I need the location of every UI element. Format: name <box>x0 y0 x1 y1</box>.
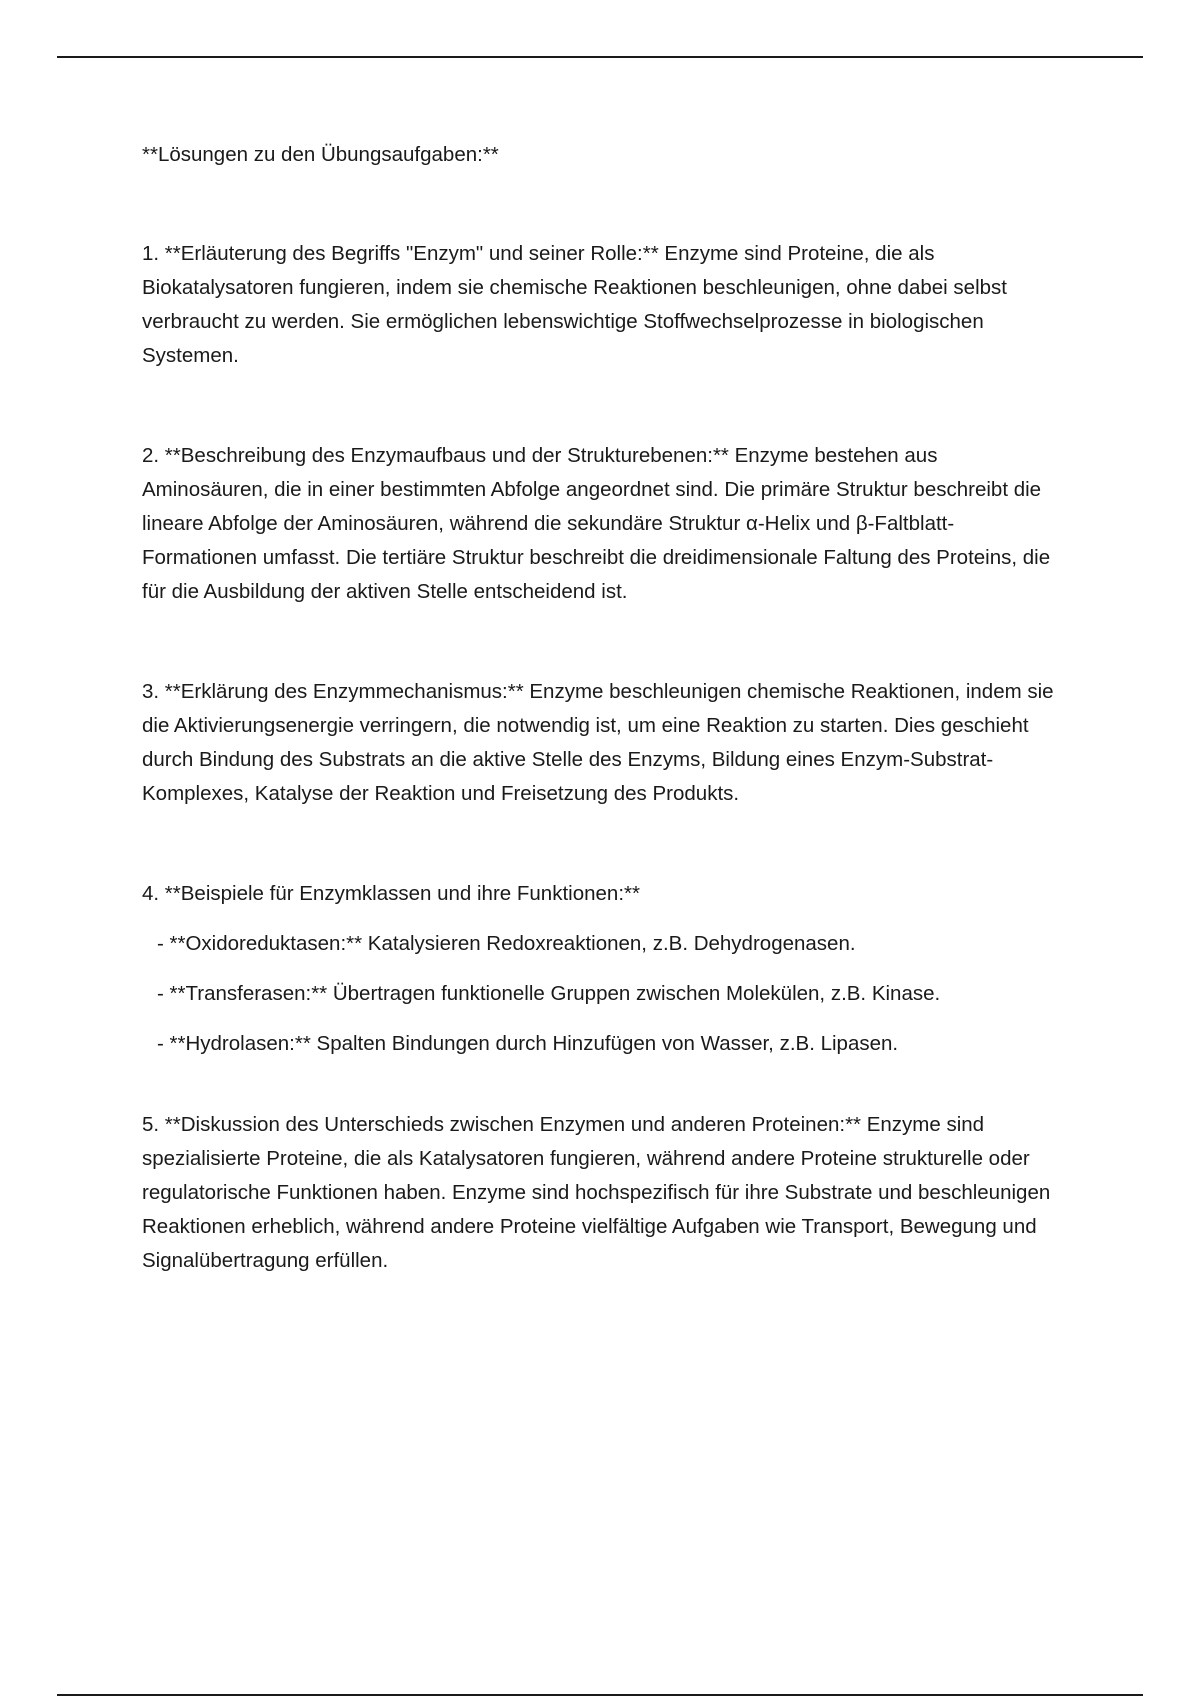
list-item: - **Hydrolasen:** Spalten Bindungen durch Hinzufügen von Wasser, z.B. Lipasen. <box>157 1032 899 1055</box>
list-item: - **Transferasen:** Übertragen funktionelle Gruppen zwischen Molekülen, z.B. Kinase. <box>157 982 941 1005</box>
enzyme-class-list <box>142 927 1062 1061</box>
document-body <box>142 138 1062 1278</box>
bottom-rule <box>57 1694 1143 1696</box>
answer-4-intro: 4. **Beispiele für Enzymklassen und ihre Funktionen:** <box>142 882 640 905</box>
answer-5: 5. **Diskussion des Unterschieds zwischen Enzymen und anderen Proteinen:** Enzyme sind spezialisierte Proteine, die als Katalysatoren fungieren, während andere Proteine strukturelle oder regulatorische Funktionen haben. Enzyme sind hochspezifisch für ihre Substrate und beschleunigen Reaktionen erheblich, während andere Proteine vielfältige Aufgaben wie Transport, Bewegung und Signalübertragung erfüllen. <box>142 1113 1051 1272</box>
answer-1: 1. **Erläuterung des Begriffs "Enzym" und seiner Rolle:** Enzyme sind Proteine, die als Biokatalysatoren fungieren, indem sie chemische Reaktionen beschleunigen, ohne dabei selbst verbraucht zu werden. Sie ermöglichen lebenswichtige Stoffwechselprozesse in biologischen Systemen. <box>142 242 1007 367</box>
page-title: **Lösungen zu den Übungsaufgaben:** <box>142 143 499 166</box>
answer-2: 2. **Beschreibung des Enzymaufbaus und der Strukturebenen:** Enzyme bestehen aus Aminosäuren, die in einer bestimmten Abfolge angeordnet sind. Die primäre Struktur beschreibt die lineare Abfolge der Aminosäuren, während die sekundäre Struktur α-Helix und β-Faltblatt-Formationen umfasst. Die tertiäre Struktur beschreibt die dreidimensionale Faltung des Proteins, die für die Ausbildung der aktiven Stelle entscheidend ist. <box>142 444 1051 603</box>
top-rule <box>57 56 1143 58</box>
list-item: - **Oxidoreduktasen:** Katalysieren Redoxreaktionen, z.B. Dehydrogenasen. <box>157 932 856 955</box>
answer-3: 3. **Erklärung des Enzymmechanismus:** Enzyme beschleunigen chemische Reaktionen, indem sie die Aktivierungsenergie verringern, die notwendig ist, um eine Reaktion zu starten. Dies geschieht durch Bindung des Substrats an die aktive Stelle des Enzyms, Bildung eines Enzym-Substrat-Komplexes, Katalyse der Reaktion und Freisetzung des Produkts. <box>142 680 1054 805</box>
answer-4 <box>142 877 1062 1061</box>
